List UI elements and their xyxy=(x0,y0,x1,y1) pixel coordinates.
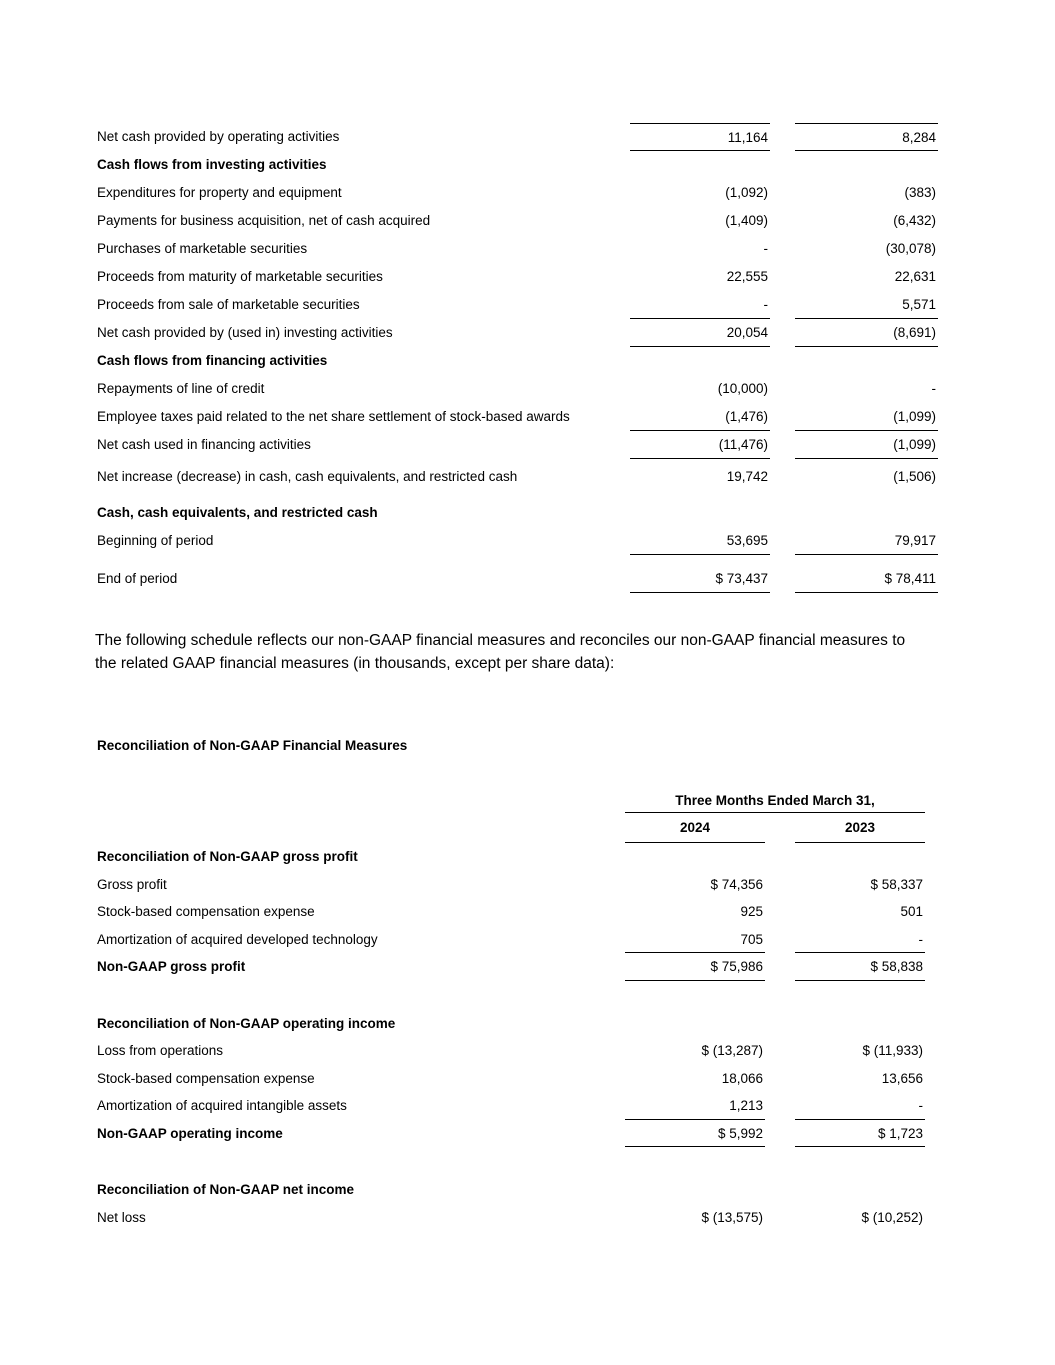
row-value: (11,476) xyxy=(630,431,770,459)
column-gap xyxy=(765,1176,795,1204)
row-label: Reconciliation of Non-GAAP gross profit xyxy=(97,849,358,864)
row-label: Reconciliation of Non-GAAP operating income xyxy=(97,1015,396,1031)
row-value-empty xyxy=(625,843,765,871)
row-value-empty xyxy=(630,347,770,375)
row-value: $ (13,287) xyxy=(701,1043,763,1058)
header-spacer xyxy=(97,789,625,843)
column-gap xyxy=(770,123,795,151)
table-row xyxy=(97,431,938,459)
row-label: Employee taxes paid related to the net share settlement of stock-based awards xyxy=(97,409,570,424)
column-gap xyxy=(770,565,795,593)
row-value-empty xyxy=(795,843,925,871)
row-value: (1,409) xyxy=(725,213,768,228)
row-label: Payments for business acquisition, net of cash acquired xyxy=(97,213,431,228)
row-value: 19,742 xyxy=(726,469,768,484)
column-gap xyxy=(770,263,795,291)
row-label: Expenditures for property and equipment xyxy=(97,185,342,200)
table-row xyxy=(97,871,925,899)
row-label: Net cash provided by operating activities xyxy=(97,129,340,144)
table-row xyxy=(97,1010,925,1038)
row-label: Net cash used in financing activities xyxy=(97,437,311,452)
row-label: Net increase (decrease) in cash, cash equivalents, and restricted cash xyxy=(97,469,518,484)
header-columns xyxy=(625,789,925,843)
non-gaap-table xyxy=(97,789,925,1231)
row-value-empty xyxy=(795,1010,925,1038)
table-row xyxy=(97,1176,925,1204)
row-label: Net cash provided by (used in) investing activities xyxy=(97,325,393,340)
column-gap xyxy=(770,235,795,263)
row-label: Cash flows from investing activities xyxy=(97,157,327,172)
intro-paragraph: The following schedule reflects our non-GAAP financial measures and reconciles our non-GAAP financial measures to the related GAAP financial measures (in thousands, except per share data): xyxy=(95,632,906,672)
column-gap xyxy=(765,953,795,981)
row-value: $ (13,575) xyxy=(701,1209,763,1225)
row-label: Amortization of acquired developed technology xyxy=(97,931,378,947)
table-row xyxy=(97,565,938,593)
table-row xyxy=(97,347,938,375)
column-gap xyxy=(770,347,795,375)
row-value-empty xyxy=(795,1176,925,1204)
row-value: $ 78,411 xyxy=(795,565,938,593)
row-value-empty xyxy=(630,499,770,527)
table-row xyxy=(97,123,938,151)
table-row xyxy=(97,1037,925,1065)
row-value: 5,571 xyxy=(795,291,938,319)
row-value: (10,000) xyxy=(717,381,768,396)
row-value: (1,092) xyxy=(725,185,768,200)
table-row xyxy=(97,1065,925,1093)
row-value: (1,099) xyxy=(795,431,938,459)
period-header: Three Months Ended March 31, xyxy=(625,789,925,813)
row-label: Non-GAAP operating income xyxy=(97,1125,283,1141)
table-row xyxy=(97,843,925,871)
row-value: 53,695 xyxy=(630,527,770,555)
column-gap xyxy=(765,813,795,843)
row-value: $ 73,437 xyxy=(630,565,770,593)
table-row xyxy=(97,207,938,235)
table-row xyxy=(97,926,925,954)
column-gap xyxy=(770,179,795,207)
row-label: Purchases of marketable securities xyxy=(97,241,308,256)
row-label: Gross profit xyxy=(97,876,167,892)
row-value: (1,476) xyxy=(630,403,770,431)
row-value-empty xyxy=(630,151,770,179)
table-row xyxy=(97,263,938,291)
table-row xyxy=(97,1120,925,1148)
row-value: 22,631 xyxy=(894,269,936,284)
row-value: $ 5,992 xyxy=(625,1120,765,1148)
column-header-2023: 2023 xyxy=(795,813,925,843)
cash-flow-table xyxy=(97,123,938,593)
table-row xyxy=(97,235,938,263)
row-value: (6,432) xyxy=(893,213,936,228)
row-value: 925 xyxy=(740,904,763,919)
column-gap xyxy=(770,151,795,179)
table-row xyxy=(97,151,938,179)
table-row xyxy=(97,291,938,319)
row-label: Loss from operations xyxy=(97,1043,224,1058)
non-gaap-title: Reconciliation of Non-GAAP Financial Measures xyxy=(97,738,408,753)
cash-flow-rows xyxy=(97,123,938,593)
column-gap xyxy=(765,843,795,871)
column-gap xyxy=(765,898,795,926)
table-row xyxy=(97,375,938,403)
row-value-empty xyxy=(795,151,938,179)
column-gap xyxy=(770,403,795,431)
row-value: 1,213 xyxy=(625,1092,765,1120)
column-gap xyxy=(765,1092,795,1120)
row-label: Non-GAAP gross profit xyxy=(97,959,246,974)
row-value: (383) xyxy=(904,185,936,200)
table-row xyxy=(97,499,938,527)
table-row xyxy=(97,527,938,555)
row-label: Cash, cash equivalents, and restricted cash xyxy=(97,505,378,520)
row-label: Reconciliation of Non-GAAP net income xyxy=(97,1182,355,1197)
row-value: 79,917 xyxy=(795,527,938,555)
column-gap xyxy=(765,871,795,899)
row-value: $ 1,723 xyxy=(795,1120,925,1148)
table-row xyxy=(97,1092,925,1120)
table-row xyxy=(97,1204,925,1232)
table-row xyxy=(97,898,925,926)
column-gap xyxy=(770,375,795,403)
row-label: Cash flows from financing activities xyxy=(97,353,328,368)
column-gap xyxy=(765,1037,795,1065)
column-gap xyxy=(770,291,795,319)
column-gap xyxy=(765,1065,795,1093)
row-value: $ 74,356 xyxy=(710,876,763,892)
row-label: Amortization of acquired intangible assets xyxy=(97,1098,347,1113)
row-value: $ (10,252) xyxy=(861,1209,923,1225)
row-value: 20,054 xyxy=(630,319,770,347)
column-gap xyxy=(770,527,795,555)
row-value: (1,099) xyxy=(795,403,938,431)
row-label: Stock-based compensation expense xyxy=(97,904,315,919)
column-gap xyxy=(765,926,795,954)
table-row xyxy=(97,463,938,491)
row-value: (30,078) xyxy=(885,241,936,256)
column-gap xyxy=(770,319,795,347)
row-label: Beginning of period xyxy=(97,533,214,548)
row-value: - xyxy=(630,291,770,319)
row-value: $ 58,337 xyxy=(870,876,923,892)
row-label: Net loss xyxy=(97,1209,146,1225)
row-value: (8,691) xyxy=(795,319,938,347)
row-label: Proceeds from maturity of marketable securities xyxy=(97,269,383,284)
row-value: - xyxy=(763,241,768,256)
column-gap xyxy=(765,1204,795,1232)
row-label: Repayments of line of credit xyxy=(97,381,265,396)
row-value-empty xyxy=(625,1010,765,1038)
row-label: End of period xyxy=(97,571,178,586)
row-value: 11,164 xyxy=(630,123,770,151)
row-value-empty xyxy=(795,499,938,527)
row-value: 13,656 xyxy=(881,1070,923,1086)
row-value: 18,066 xyxy=(721,1070,763,1086)
column-gap xyxy=(770,463,795,491)
row-value: $ (11,933) xyxy=(862,1043,923,1058)
column-gap xyxy=(765,1120,795,1148)
column-gap xyxy=(770,431,795,459)
row-value: - xyxy=(931,381,936,396)
row-value: - xyxy=(795,1092,925,1120)
row-value: (1,506) xyxy=(893,469,936,484)
row-value: $ 75,986 xyxy=(625,953,765,981)
table-header xyxy=(97,789,925,843)
row-label: Proceeds from sale of marketable securities xyxy=(97,297,360,312)
table-row xyxy=(97,319,938,347)
table-row xyxy=(97,179,938,207)
column-gap xyxy=(765,1010,795,1038)
row-value: 705 xyxy=(625,926,765,954)
row-value-empty xyxy=(795,347,938,375)
column-gap xyxy=(770,499,795,527)
column-gap xyxy=(770,207,795,235)
row-value: 22,555 xyxy=(726,269,768,284)
table-row xyxy=(97,403,938,431)
non-gaap-rows xyxy=(97,843,925,1231)
row-value: $ 58,838 xyxy=(795,953,925,981)
year-headers xyxy=(625,813,925,843)
row-value: 8,284 xyxy=(795,123,938,151)
row-value: - xyxy=(795,926,925,954)
row-value: 501 xyxy=(900,904,923,919)
column-header-2024: 2024 xyxy=(625,813,765,843)
table-row xyxy=(97,953,925,981)
row-label: Stock-based compensation expense xyxy=(97,1070,315,1086)
row-value-empty xyxy=(625,1176,765,1204)
